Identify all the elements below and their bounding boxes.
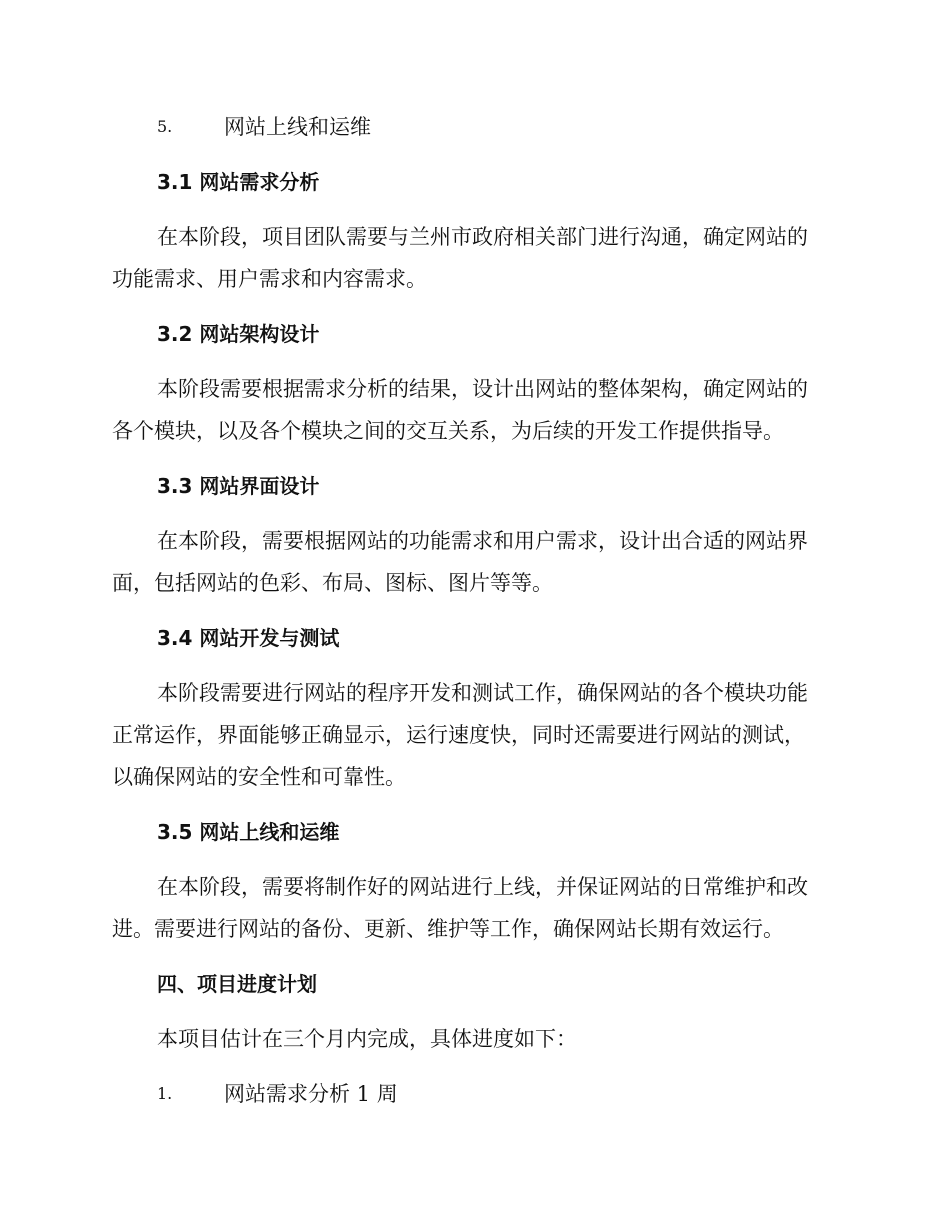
paragraph-line: 在本阶段，需要将制作好的网站进行上线，并保证网站的日常维护和改 — [157, 875, 808, 899]
paragraph-line: 进。需要进行网站的备份、更新、维护等工作，确保网站长期有效运行。 — [112, 917, 784, 941]
chapter-heading-4: 四、项目进度计划 — [157, 972, 317, 996]
paragraph-line: 本阶段需要进行网站的程序开发和测试工作，确保网站的各个模块功能 — [157, 681, 808, 705]
section-heading-3-1: 3.1 网站需求分析 — [157, 170, 320, 194]
paragraph-line: 面，包括网站的色彩、布局、图标、图片等等。 — [112, 571, 553, 595]
paragraph-line: 在本阶段，项目团队需要与兰州市政府相关部门进行沟通，确定网站的 — [157, 225, 808, 249]
paragraph-line: 以确保网站的安全性和可靠性。 — [112, 765, 406, 789]
list-item-text: 网站需求分析 1 周 — [224, 1082, 398, 1106]
paragraph-line: 各个模块，以及各个模块之间的交互关系，为后续的开发工作提供指导。 — [112, 419, 784, 443]
paragraph-line: 功能需求、用户需求和内容需求。 — [112, 267, 427, 291]
section-heading-3-2: 3.2 网站架构设计 — [157, 322, 320, 346]
list-item-number: 5. — [157, 117, 173, 136]
paragraph-line: 本项目估计在三个月内完成，具体进度如下： — [157, 1027, 577, 1051]
paragraph-line: 本阶段需要根据需求分析的结果，设计出网站的整体架构，确定网站的 — [157, 377, 808, 401]
section-heading-3-3: 3.3 网站界面设计 — [157, 474, 320, 498]
section-heading-3-5: 3.5 网站上线和运维 — [157, 820, 340, 844]
list-item-text: 网站上线和运维 — [224, 115, 371, 139]
paragraph-line: 在本阶段，需要根据网站的功能需求和用户需求，设计出合适的网站界 — [157, 529, 808, 553]
paragraph-line: 正常运作，界面能够正确显示，运行速度快，同时还需要进行网站的测试， — [112, 723, 805, 747]
section-heading-3-4: 3.4 网站开发与测试 — [157, 626, 340, 650]
list-item-number: 1. — [157, 1084, 173, 1103]
